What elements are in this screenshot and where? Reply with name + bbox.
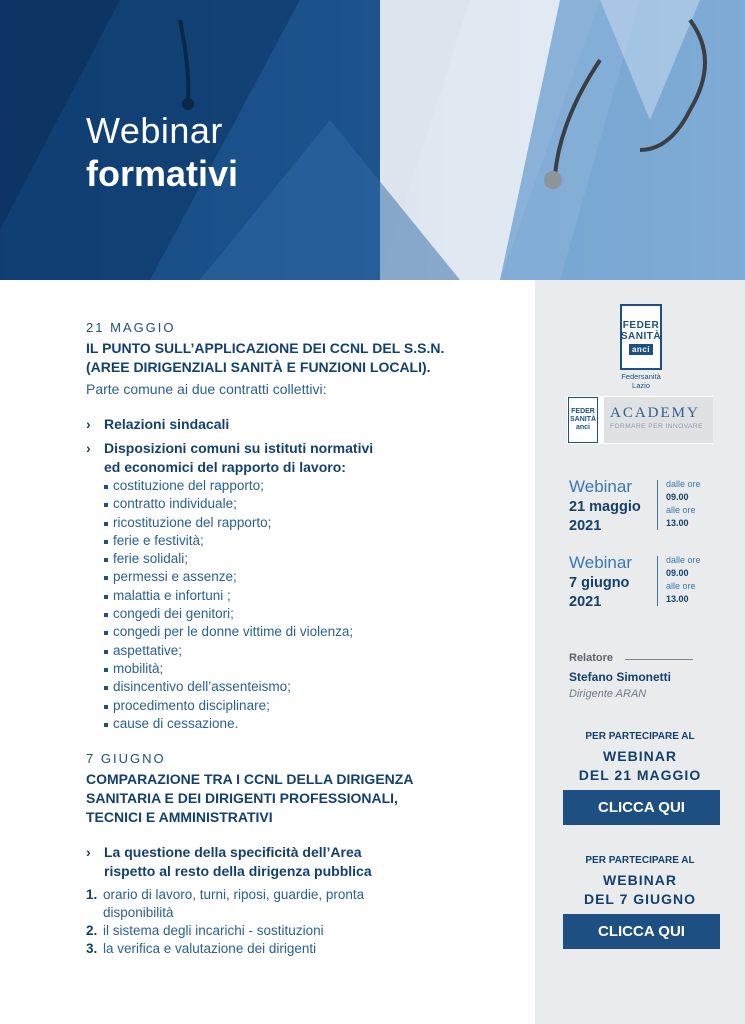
- session1-date: 21 MAGGIO: [86, 320, 176, 335]
- session1-heading-line: IL PUNTO SULL’APPLICAZIONE DEI CCNL DEL S.S.N.: [86, 340, 445, 356]
- academy-word: ACADEMY: [610, 405, 700, 421]
- square-bullet-icon: [104, 613, 108, 617]
- cta-line: PER PARTECIPARE AL: [585, 731, 695, 742]
- session2-numbered-list: [86, 886, 526, 958]
- webinar-word: Webinar: [569, 477, 632, 496]
- item-number: 1.: [86, 887, 98, 903]
- logo-caption: Federsanità Lazio: [621, 372, 661, 390]
- session1-items: [104, 477, 526, 733]
- session1-heading: [86, 339, 526, 377]
- item-text: il sistema degli incarichi - sostituzioni: [103, 923, 324, 939]
- logo-text: FEDER: [622, 319, 660, 331]
- session2-heading-line: SANITARIA E DEI DIRIGENTI PROFESSIONALI,: [86, 790, 398, 807]
- webinar-word: Webinar: [569, 553, 632, 572]
- academy-logo: [567, 396, 713, 444]
- list-item: cause di cessazione.: [104, 715, 526, 733]
- square-bullet-icon: [104, 650, 108, 654]
- cta-line: DEL 21 MAGGIO: [578, 767, 702, 783]
- square-bullet-icon: [104, 503, 108, 507]
- speaker-label: Relatore: [569, 652, 614, 664]
- square-bullet-icon: [104, 558, 108, 562]
- square-bullet-icon: [104, 485, 108, 489]
- bullet-text: [104, 843, 372, 881]
- cta-line: PER PARTECIPARE AL: [585, 855, 695, 866]
- federsanita-logo: [620, 304, 662, 370]
- divider: [625, 659, 693, 660]
- chevron-right-icon: ›: [86, 844, 91, 861]
- speaker-role: Dirigente ARAN: [569, 688, 647, 700]
- session2-heading-line: COMPARAZIONE TRA I CCNL DELLA DIRIGENZA: [86, 771, 414, 788]
- webinar-hours: dalle ore 09.00 alle ore 13.00: [666, 479, 701, 528]
- sidebar: [535, 280, 745, 1024]
- square-bullet-icon: [104, 522, 108, 526]
- academy-mini-logo: FEDER SANITÀ anci: [568, 397, 598, 443]
- list-item: contratto individuale;: [104, 495, 526, 513]
- list-item: ferie e festività;: [104, 532, 526, 550]
- numbered-item: [86, 886, 526, 922]
- list-item: congedi per le donne vittime di violenza;: [104, 623, 526, 641]
- session1-subtitle: Parte comune ai due contratti collettivi:: [86, 381, 327, 397]
- list-item: aspettative;: [104, 642, 526, 660]
- academy-tagline: FORMARE PER INNOVARE: [610, 423, 703, 430]
- cta-line: WEBINAR: [603, 872, 677, 888]
- square-bullet-icon: [104, 705, 108, 709]
- program-content: [86, 320, 526, 958]
- list-item: ricostituzione del rapporto;: [104, 514, 526, 532]
- item-number: 3.: [86, 941, 98, 957]
- item-text: orario di lavoro, turni, riposi, guardie, pronta disponibilità: [103, 887, 365, 921]
- item-number: 2.: [86, 923, 98, 939]
- chevron-right-icon: ›: [86, 440, 91, 456]
- numbered-item: [86, 940, 526, 958]
- cta-line: DEL 7 GIUGNO: [583, 891, 697, 907]
- speaker-name: Stefano Simonetti: [569, 670, 672, 684]
- hero-banner: [0, 0, 745, 280]
- bullet-text-line: ed economici del rapporto di lavoro:: [104, 459, 346, 475]
- cta-text-1: [535, 730, 745, 785]
- session1-heading-line: (AREE DIRIGENZIALI SANITÀ E FUNZIONI LOCALI).: [86, 359, 431, 375]
- logo-badge: anci: [629, 344, 653, 355]
- webinar-hours: dalle ore 09.00 alle ore 13.00: [666, 555, 701, 604]
- square-bullet-icon: [104, 631, 108, 635]
- square-bullet-icon: [104, 540, 108, 544]
- webinar-date: 7 giugno 2021: [569, 575, 630, 610]
- webinar-date-1: [569, 478, 739, 534]
- session1-bullet-1: [86, 415, 526, 434]
- session1-bullet-2: [86, 439, 526, 477]
- cta-text-2: [535, 854, 745, 909]
- session2-heading: [86, 770, 526, 827]
- hero-title-line1: Webinar: [86, 110, 223, 151]
- bullet-text: [104, 439, 373, 477]
- list-item: mobilità;: [104, 660, 526, 678]
- divider: [657, 556, 658, 606]
- square-bullet-icon: [104, 576, 108, 580]
- divider: [657, 480, 658, 530]
- academy-text: [604, 397, 713, 443]
- square-bullet-icon: [104, 686, 108, 690]
- logo-text: SANITÀ: [620, 330, 662, 342]
- register-button-21-may[interactable]: CLICCA QUI: [563, 790, 720, 825]
- list-item: procedimento disciplinare;: [104, 697, 526, 715]
- chevron-right-icon: ›: [86, 416, 91, 432]
- bullet-text-line: La questione della specificità dell’Area: [104, 844, 362, 861]
- bullet-text-line: Disposizioni comuni su istituti normativi: [104, 440, 374, 456]
- cta-line: WEBINAR: [603, 748, 677, 764]
- bullet-text: Relazioni sindacali: [104, 416, 230, 432]
- hero-title: [86, 110, 238, 196]
- hero-title-line2: formativi: [86, 153, 239, 194]
- session2-date: 7 GIUGNO: [86, 751, 166, 767]
- list-item: disincentivo dell’assenteismo;: [104, 678, 526, 696]
- item-text: la verifica e valutazione dei dirigenti: [103, 941, 317, 957]
- square-bullet-icon: [104, 595, 108, 599]
- list-item: permessi e assenze;: [104, 568, 526, 586]
- numbered-item: [86, 922, 526, 940]
- session2-bullet: [86, 843, 526, 881]
- session2-heading-line: TECNICI E AMMINISTRATIVI: [86, 809, 273, 826]
- register-button-7-june[interactable]: CLICCA QUI: [563, 914, 720, 949]
- list-item: ferie solidali;: [104, 550, 526, 568]
- list-item: congedi dei genitori;: [104, 605, 526, 623]
- square-bullet-icon: [104, 668, 108, 672]
- webinar-date: 21 maggio 2021: [569, 499, 641, 534]
- list-item: malattia e infortuni ;: [104, 587, 526, 605]
- webinar-date-2: [569, 554, 739, 610]
- square-bullet-icon: [104, 723, 108, 727]
- bullet-text-line: rispetto al resto della dirigenza pubblica: [104, 863, 372, 880]
- list-item: costituzione del rapporto;: [104, 477, 526, 495]
